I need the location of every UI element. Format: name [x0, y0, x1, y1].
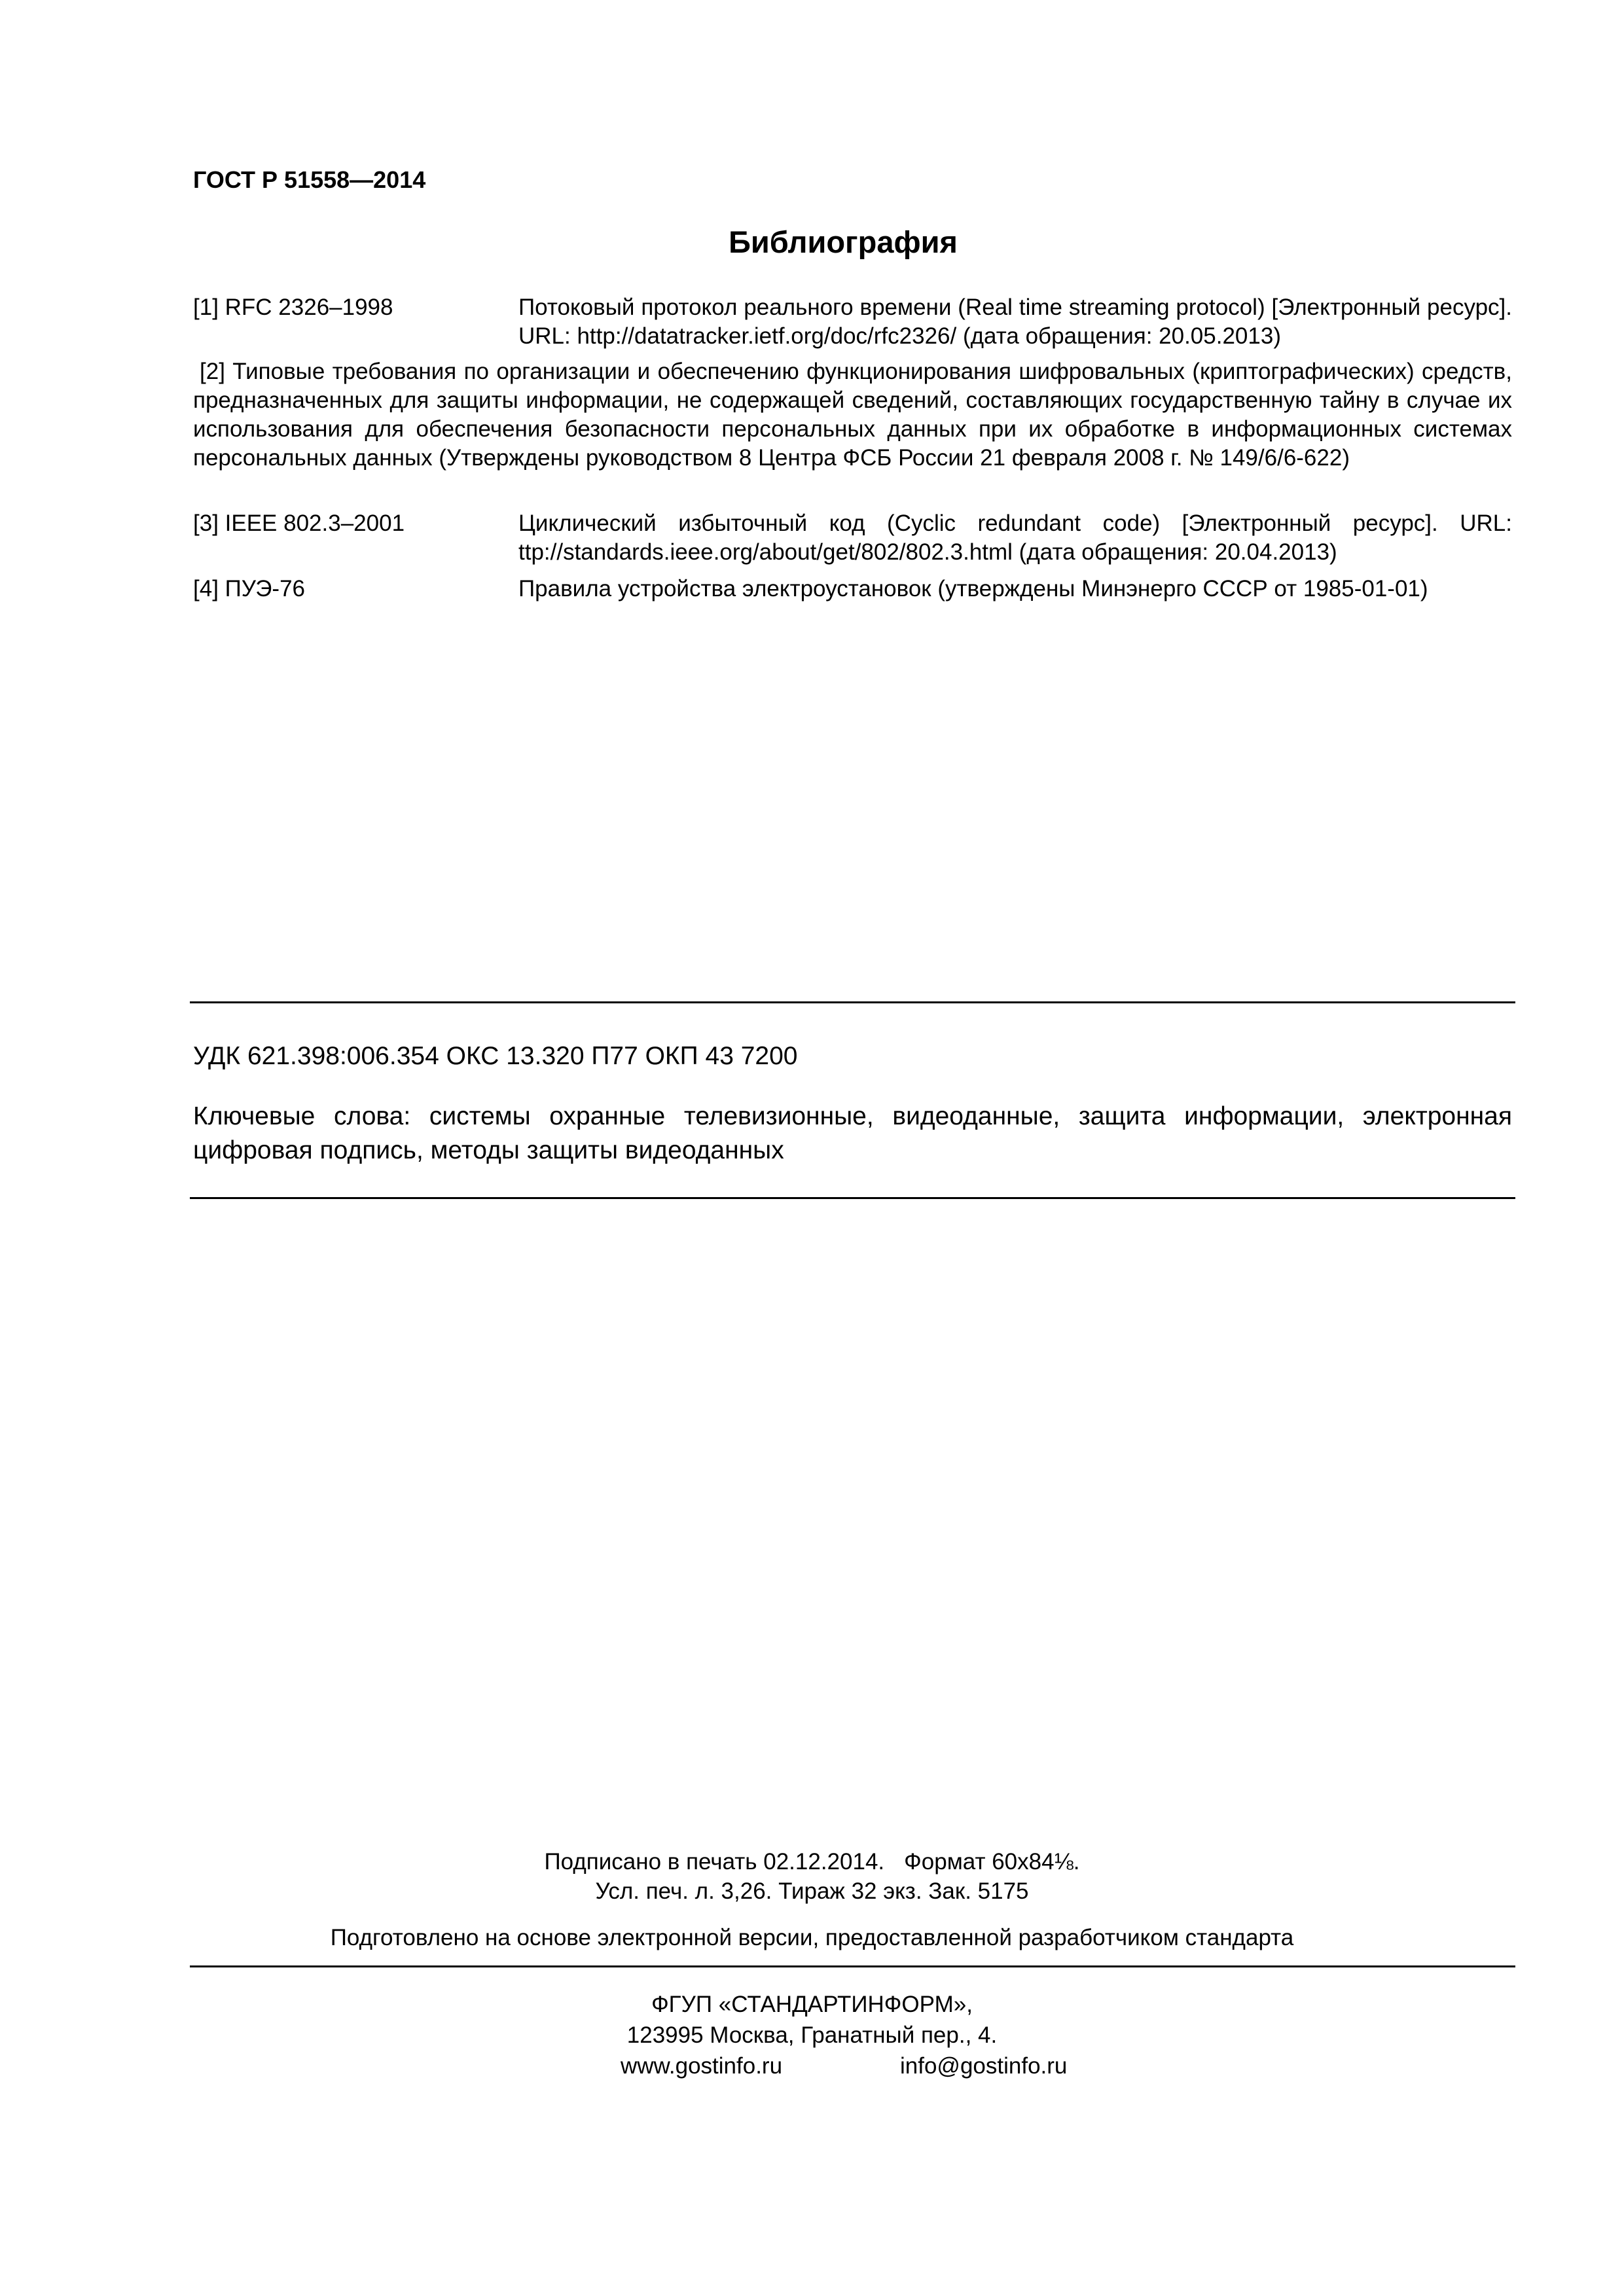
bibliography-entry-3	[193, 509, 1512, 567]
colophon-print-info: Усл. печ. л. 3,26. Тираж 32 экз. Зак. 5175	[595, 1878, 1029, 1904]
bibliography-entry-4	[193, 575, 1512, 603]
divider-top	[190, 1001, 1515, 1003]
colophon-prepared-note: Подготовлено на основе электронной версии, предоставленной разработчиком стандарта	[330, 1925, 1294, 1950]
publisher-name: ФГУП «СТАНДАРТИНФОРМ»,	[651, 1992, 973, 2017]
paper-format: Формат 60x84⅛.	[904, 1849, 1080, 1874]
publisher-website-link[interactable]: www.gostinfo.ru	[621, 2053, 783, 2079]
divider-colophon	[190, 1965, 1515, 1967]
publisher-address: 123995 Москва, Гранатный пер., 4.	[626, 2022, 998, 2048]
colophon-signed-line	[0, 1847, 1624, 1877]
bibliography-entry-1	[193, 293, 1512, 351]
reference-code: [1] RFC 2326–1998	[193, 295, 393, 320]
divider-bottom	[190, 1197, 1515, 1199]
reference-code: [3] IEEE 802.3–2001	[193, 511, 405, 536]
reference-description: Правила устройства электроустановок (утверждены Минэнерго СССР от 1985-01-01)	[518, 576, 1428, 601]
publisher-email-link[interactable]: info@gostinfo.ru	[900, 2053, 1068, 2079]
reference-code: [4] ПУЭ-76	[193, 576, 306, 601]
bibliography-entry-2: [2] Типовые требования по организации и обеспечению функционирования шифровальных (криптографических) средств, предназначенных для защиты информации, не содержащей сведений, составляющих государственную тайну в случае их использования для обеспечения безопасности персональных данных при их обработке в информационных системах персональных данных (Утверждены руководством 8 Центра ФСБ России 21 февраля 2008 г. № 149/6/6-622)	[193, 359, 1512, 471]
udk-classification: УДК 621.398:006.354 ОКС 13.320 П77 ОКП 43 7200	[193, 1042, 798, 1070]
reference-description: Потоковый протокол реального времени (Real time streaming protocol) [Электронный ресурс]. URL: http://datatracker.ietf.org/doc/rfc2326/ (дата обращения: 20.05.2013)	[518, 295, 1512, 349]
document-id: ГОСТ Р 51558—2014	[193, 166, 426, 193]
reference-description: Циклический избыточный код (Cyclic redundant code) [Электронный ресурс]. URL: ttp://standards.ieee.org/about/get/802/802.3.html (дата обращения: 20.04.2013)	[518, 511, 1512, 565]
signed-date: Подписано в печать 02.12.2014.	[544, 1849, 885, 1874]
bibliography-title: Библиография	[729, 224, 958, 259]
keywords: Ключевые слова: системы охранные телевизионные, видеоданные, защита информации, электронная цифровая подпись, методы защиты видеоданных	[193, 1102, 1512, 1164]
